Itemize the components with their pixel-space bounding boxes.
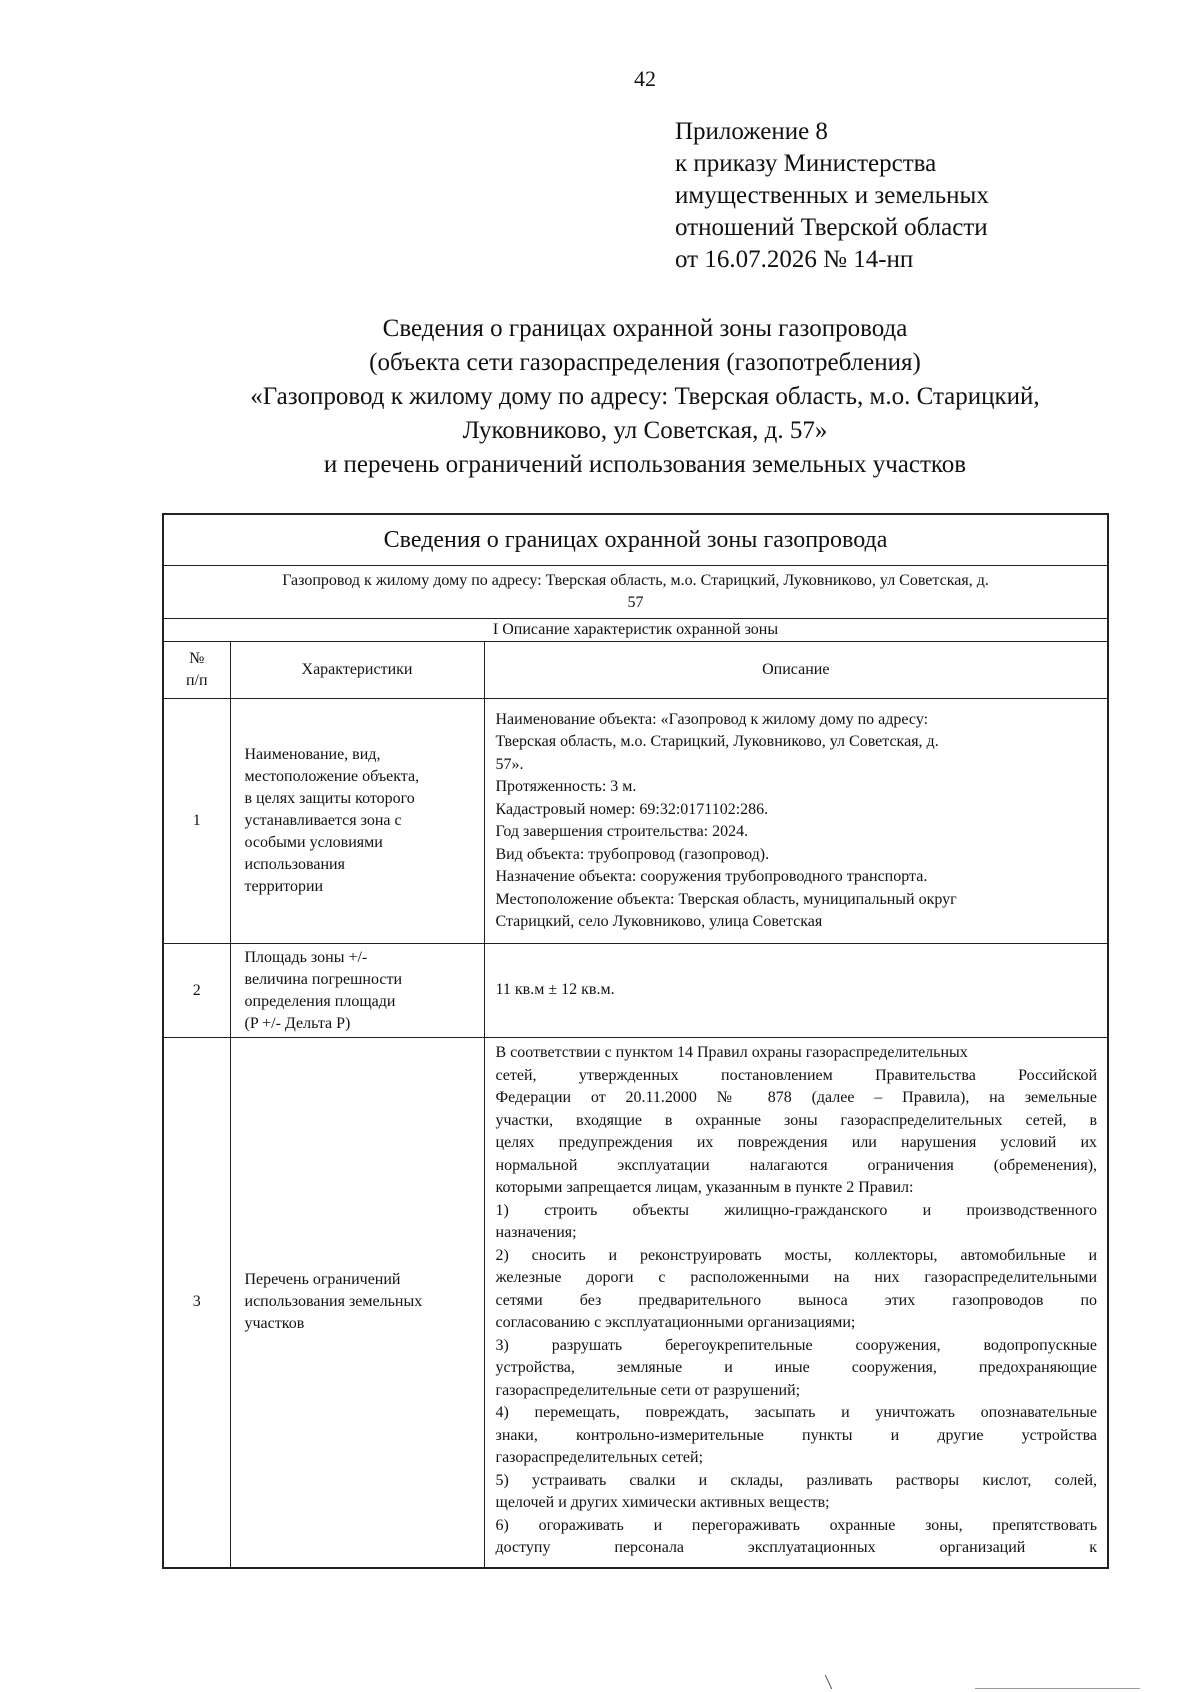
- table-heading: Сведения о границах охранной зоны газопровода: [163, 514, 1108, 566]
- description-line: 1) строить объекты жилищно-гражданского и производственного: [495, 1201, 1098, 1219]
- row-description: [484, 944, 1108, 1038]
- column-header-number-line: №: [189, 650, 205, 667]
- description-line: газораспределительных сетей;: [495, 1449, 704, 1466]
- pen-mark: [815, 1675, 833, 1689]
- description-line: Наименование объекта: «Газопровод к жилому дому по адресу:: [495, 710, 929, 728]
- column-header-number: [163, 642, 230, 699]
- appendix-line: отношений Тверской области: [675, 214, 988, 241]
- description-line: 6) огораживать и перегораживать охранные зоны, препятствовать: [495, 1516, 1098, 1534]
- characteristic-line: Площадь зоны +/-: [244, 948, 368, 966]
- description-line: 57».: [495, 755, 524, 773]
- title-line: (объекта сети газораспределения (газопотребления): [369, 349, 921, 376]
- description-line: Протяженность: 3 м.: [495, 778, 637, 795]
- subheading-line: Газопровод к жилому дому по адресу: Тверская область, м.о. Старицкий, Луковниково, ул Советская, д.: [282, 572, 989, 589]
- description-line: газораспределительные сети от разрушений;: [495, 1381, 801, 1399]
- description-line: Вид объекта: трубопровод (газопровод).: [495, 845, 770, 863]
- characteristic-line: Наименование, вид,: [244, 746, 381, 763]
- description-line: Год завершения строительства: 2024.: [495, 823, 749, 840]
- description-line: В соответствии с пунктом 14 Правил охраны газораспределительных: [495, 1044, 968, 1061]
- zone-table: [162, 513, 1109, 1569]
- description-line: Тверская область, м.о. Старицкий, Луковниково, ул Советская, д.: [495, 733, 939, 750]
- title-line: «Газопровод к жилому дому по адресу: Тверская область, м.о. Старицкий,: [250, 383, 1040, 410]
- appendix-block: [675, 116, 989, 276]
- description-line: 4) перемещать, повреждать, засыпать и уничтожать опознавательные: [495, 1404, 1098, 1421]
- description-line: участки, входящие в охранные зоны газораспределительных сетей, в: [495, 1111, 1098, 1129]
- description-line: Старицкий, село Луковниково, улица Советская: [495, 913, 823, 930]
- characteristic-line: использования: [244, 856, 345, 873]
- row-characteristic: [230, 944, 484, 1038]
- characteristic-line: Перечень ограничений: [244, 1271, 401, 1289]
- row-number: 2: [163, 944, 230, 1038]
- description-line: 2) сносить и реконструировать мосты, коллекторы, автомобильные и: [495, 1246, 1098, 1264]
- characteristic-line: местоположение объекта,: [244, 768, 420, 785]
- characteristic-line: участков: [244, 1315, 305, 1333]
- description-line: знаки, контрольно-измерительные пункты и другие устройства: [495, 1426, 1098, 1444]
- description-line: Местоположение объекта: Тверская область, муниципальный округ: [495, 890, 957, 908]
- characteristic-line: устанавливается зона с: [244, 812, 402, 829]
- description-line: щелочей и других химически активных веществ;: [495, 1494, 830, 1511]
- page-number: 42: [634, 66, 656, 91]
- row-number: 3: [163, 1038, 230, 1568]
- appendix-line: к приказу Министерства: [675, 150, 937, 177]
- row-description: [484, 699, 1108, 944]
- description-line: Федерации от 20.11.2000 № 878 (далее – Правила), на земельные: [495, 1089, 1098, 1106]
- description-line: доступу персонала эксплуатационных организаций к: [495, 1539, 1098, 1556]
- characteristic-line: (P +/- Дельта P): [244, 1014, 351, 1032]
- document-title: [150, 312, 1140, 482]
- table-subheading: [163, 566, 1108, 619]
- title-line: Сведения о границах охранной зоны газопровода: [382, 315, 908, 342]
- subheading-line: 57: [627, 594, 644, 611]
- characteristic-line: величина погрешности: [244, 970, 403, 988]
- column-header-characteristics: Характеристики: [230, 642, 484, 699]
- characteristic-line: особыми условиями: [244, 834, 383, 851]
- section-title: I Описание характеристик охранной зоны: [163, 619, 1108, 642]
- title-line: Луковниково, ул Советская, д. 57»: [462, 417, 828, 444]
- characteristic-line: использования земельных: [244, 1293, 423, 1311]
- appendix-line: от 16.07.2026 № 14-нп: [675, 246, 914, 273]
- row-description: [484, 1038, 1108, 1568]
- table-row: [163, 944, 1108, 1038]
- description-line: целях предупреждения их повреждения или нарушения условий их: [495, 1134, 1098, 1151]
- description-line: сетями без предварительного выноса этих газопроводов по: [495, 1291, 1098, 1309]
- description-line: сетей, утвержденных постановлением Правительства Российской: [495, 1066, 1098, 1084]
- description-line: устройства, земляные и иные сооружения, предохраняющие: [495, 1359, 1098, 1376]
- appendix-line: имущественных и земельных: [675, 182, 989, 209]
- description-line: Кадастровый номер: 69:32:0171102:286.: [495, 800, 769, 818]
- row-characteristic: [230, 1038, 484, 1568]
- description-line: железные дороги с расположенными на них газораспределительными: [495, 1269, 1098, 1286]
- description-line: нормальной эксплуатации налагаются ограничения (обременения),: [495, 1156, 1098, 1174]
- characteristic-line: определения площади: [244, 992, 396, 1010]
- row-number: 1: [163, 699, 230, 944]
- description-line: 5) устраивать свалки и склады, разливать растворы кислот, солей,: [495, 1471, 1098, 1489]
- table-row: [163, 1038, 1108, 1568]
- description-line: 11 кв.м ± 12 кв.м.: [495, 981, 615, 999]
- title-line: и перечень ограничений использования земельных участков: [323, 451, 967, 478]
- description-line: согласованию с эксплуатационными организациями;: [495, 1314, 856, 1331]
- appendix-line: Приложение 8: [675, 118, 828, 145]
- description-line: которыми запрещается лицам, указанным в пункте 2 Правил:: [495, 1179, 914, 1196]
- description-line: 3) разрушать берегоукрепительные сооружения, водопропускные: [495, 1336, 1098, 1354]
- row-characteristic: [230, 699, 484, 944]
- description-line: Назначение объекта: сооружения трубопроводного транспорта.: [495, 868, 928, 885]
- description-line: назначения;: [495, 1224, 577, 1241]
- characteristic-line: в целях защиты которого: [244, 790, 415, 807]
- table-row: [163, 699, 1108, 944]
- characteristic-line: территории: [244, 878, 324, 895]
- column-header-number-line: п/п: [185, 672, 208, 689]
- column-header-description: Описание: [484, 642, 1108, 699]
- scan-edge-line: [975, 1688, 1140, 1689]
